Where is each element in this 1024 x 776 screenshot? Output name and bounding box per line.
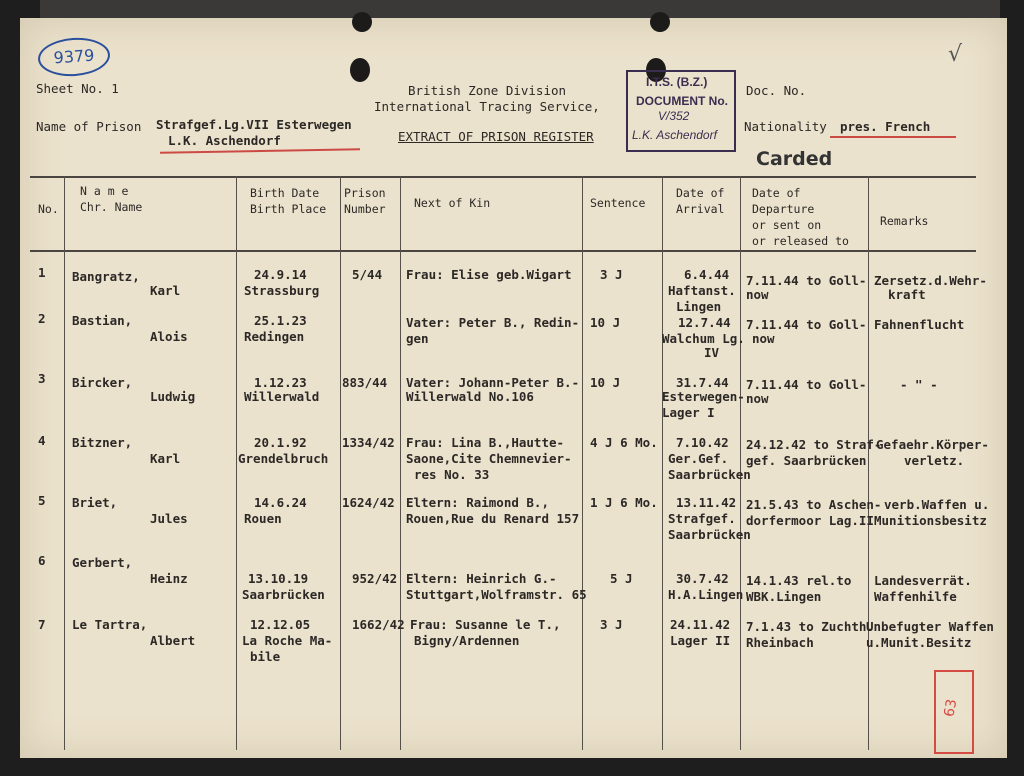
birth-date: 1.12.23 <box>254 375 307 390</box>
page-number: 63 <box>941 697 961 719</box>
departure: 24.12.42 to Straf- <box>746 437 882 452</box>
col-header-name: N a m e <box>80 184 129 198</box>
departure: 14.1.43 rel.to <box>746 573 852 588</box>
departure: 7.1.43 to Zuchth. <box>746 619 874 634</box>
birth-date: 24.9.14 <box>254 267 307 282</box>
departure: 7.11.44 to Goll- <box>746 377 867 392</box>
birth-date: 25.1.23 <box>254 313 307 328</box>
surname: Briet, <box>72 495 118 510</box>
col-header-date-of-dep: Date of <box>752 186 801 200</box>
next-of-kin: Frau: Lina B.,Hautte- <box>406 435 565 450</box>
arrival-place-2: Lager I <box>662 405 715 420</box>
arrival-date: 7.10.42 <box>676 435 729 450</box>
arrival-place: H.A.Lingen <box>668 587 744 602</box>
carded-stamp: Carded <box>756 148 833 170</box>
document-number-circled: 9379 <box>37 36 111 79</box>
doc-no-label: Doc. No. <box>746 83 807 98</box>
col-header-remarks: Remarks <box>880 214 929 228</box>
its-document-stamp <box>626 70 736 152</box>
punch-hole <box>350 58 370 82</box>
sentence: 4 J 6 Mo. <box>590 435 658 450</box>
next-of-kin: Frau: Elise geb.Wigart <box>406 267 572 282</box>
prison-number: 952/42 <box>352 571 398 586</box>
next-of-kin-2: Willerwald No.106 <box>406 389 534 404</box>
departure-2: now <box>746 287 769 302</box>
stamp-line-2: DOCUMENT No. <box>636 94 728 108</box>
stamp-line-1: I.T.S. (B.Z.) <box>646 75 708 89</box>
departure-2: WBK.Lingen <box>746 589 822 604</box>
page-number-stamp <box>934 670 974 754</box>
remarks-2: kraft <box>888 287 926 302</box>
sentence: 10 J <box>590 375 621 390</box>
remarks: Landesverrät. <box>874 573 972 588</box>
arrival-place-2: Lingen <box>676 299 722 314</box>
next-of-kin-2: Saone,Cite Chemnevier- <box>406 451 572 466</box>
next-of-kin-2: Stuttgart,Wolframstr. 65 <box>406 587 587 602</box>
sentence: 5 J <box>610 571 633 586</box>
arrival-date: 6.4.44 <box>684 267 730 282</box>
nationality-value: pres. French <box>840 119 931 134</box>
next-of-kin: Vater: Peter B., Redin- <box>406 315 580 330</box>
birth-place: La Roche Ma- <box>242 633 333 648</box>
arrival-place: Strafgef. <box>668 511 736 526</box>
arrival-place: Esterwegen- <box>662 389 745 404</box>
column-divider <box>340 176 341 750</box>
birth-place: Willerwald <box>244 389 320 404</box>
next-of-kin: Eltern: Heinrich G.- <box>406 571 557 586</box>
sentence: 3 J <box>600 617 623 632</box>
col-header-arrival: Arrival <box>676 202 725 216</box>
next-of-kin-2: Bigny/Ardennen <box>414 633 520 648</box>
prison-number: 883/44 <box>342 375 388 390</box>
birth-date: 13.10.19 <box>248 571 309 586</box>
table-top-rule <box>30 176 976 178</box>
departure-2: gef. Saarbrücken <box>746 453 867 468</box>
col-header-birth-place: Birth Place <box>250 202 327 216</box>
col-header-sentence: Sentence <box>590 196 646 210</box>
column-divider <box>740 176 741 750</box>
birth-place: Rouen <box>244 511 282 526</box>
departure-2: dorfermoor Lag.II <box>746 513 874 528</box>
first-name: Karl <box>150 451 181 466</box>
next-of-kin: Frau: Susanne le T., <box>410 617 561 632</box>
col-header-number: Number <box>344 202 386 216</box>
row-no: 6 <box>38 553 46 568</box>
prison-name-line2: L.K. Aschendorf <box>168 133 281 148</box>
column-divider <box>582 176 583 750</box>
prison-number: 5/44 <box>352 267 383 282</box>
arrival-place-2: Saarbrücken <box>668 467 751 482</box>
remarks: Fahnenflucht <box>874 317 965 332</box>
arrival-place: Walchum Lg. <box>662 331 745 346</box>
col-header-prison: Prison <box>344 186 386 200</box>
birth-place: Strassburg <box>244 283 320 298</box>
prison-label: Name of Prison <box>36 119 142 134</box>
arrival-place-2: IV <box>704 345 720 360</box>
col-header-next-of-kin: Next of Kin <box>414 196 491 210</box>
punch-hole <box>650 12 670 32</box>
next-of-kin: Vater: Johann-Peter B.- <box>406 375 580 390</box>
birth-place: Grendelbruch <box>238 451 329 466</box>
remarks-2: u.Munit.Besitz <box>866 635 972 650</box>
birth-place: Redingen <box>244 329 305 344</box>
birth-place-2: bile <box>250 649 281 664</box>
remarks-2: Waffenhilfe <box>874 589 957 604</box>
first-name: Karl <box>150 283 181 298</box>
column-divider <box>662 176 663 750</box>
first-name: Alois <box>150 329 188 344</box>
departure: 7.11.44 to Goll- <box>746 317 867 332</box>
arrival-date: 24.11.42 <box>670 617 731 632</box>
next-of-kin: Eltern: Raimond B., <box>406 495 549 510</box>
departure-2: now <box>752 331 775 346</box>
prison-number: 1334/42 <box>342 435 395 450</box>
col-header-chr-name: Chr. Name <box>80 200 143 214</box>
col-header-date-of: Date of <box>676 186 725 200</box>
sentence: 1 J 6 Mo. <box>590 495 658 510</box>
col-header-released-to: or released to <box>752 234 849 248</box>
sheet-number: Sheet No. 1 <box>36 81 119 96</box>
prison-number: 1624/42 <box>342 495 395 510</box>
column-divider <box>236 176 237 750</box>
col-header-no: No. <box>38 202 59 216</box>
stamp-line-4: L.K. Aschendorf <box>632 128 717 142</box>
arrival-date: 30.7.42 <box>676 571 729 586</box>
row-no: 4 <box>38 433 46 448</box>
departure-2: now <box>746 391 769 406</box>
departure: 21.5.43 to Aschen- <box>746 497 882 512</box>
arrival-place: Haftanst. <box>668 283 736 298</box>
arrival-place-2: Saarbrücken <box>668 527 751 542</box>
prison-name-line1: Strafgef.Lg.VII Esterwegen <box>156 117 352 132</box>
remarks-2: verletz. <box>904 453 965 468</box>
check-mark-icon: √ <box>948 42 963 67</box>
row-no: 2 <box>38 311 46 326</box>
birth-date: 14.6.24 <box>254 495 307 510</box>
org-line-2: International Tracing Service, <box>374 99 600 114</box>
surname: Bastian, <box>72 313 133 328</box>
remarks: Unbefugter Waffen <box>866 619 994 634</box>
arrival-place: Lager II <box>670 633 731 648</box>
first-name: Jules <box>150 511 188 526</box>
birth-place: Saarbrücken <box>242 587 325 602</box>
remarks: Gefaehr.Körper- <box>876 437 989 452</box>
prison-number: 1662/42 <box>352 617 405 632</box>
birth-date: 20.1.92 <box>254 435 307 450</box>
sentence: 10 J <box>590 315 621 330</box>
col-header-sent-on: or sent on <box>752 218 822 232</box>
row-no: 7 <box>38 617 46 632</box>
surname: Gerbert, <box>72 555 133 570</box>
sentence: 3 J <box>600 267 623 282</box>
extract-title: EXTRACT OF PRISON REGISTER <box>398 129 594 144</box>
surname: Bangratz, <box>72 269 140 284</box>
first-name: Albert <box>150 633 196 648</box>
table-header-rule <box>30 250 976 252</box>
row-no: 3 <box>38 371 46 386</box>
remarks: - " - <box>900 377 938 392</box>
departure-2: Rheinbach <box>746 635 814 650</box>
org-line-1: British Zone Division <box>408 83 567 98</box>
remarks: Zersetz.d.Wehr- <box>874 273 987 288</box>
column-divider <box>64 176 65 750</box>
first-name: Ludwig <box>150 389 196 404</box>
nationality-label: Nationality <box>744 119 827 134</box>
col-header-departure: Departure <box>752 202 815 216</box>
surname: Le Tartra, <box>72 617 148 632</box>
departure: 7.11.44 to Goll- <box>746 273 867 288</box>
remarks: verb.Waffen u. <box>884 497 990 512</box>
column-divider <box>400 176 401 750</box>
next-of-kin-3: res No. 33 <box>414 467 490 482</box>
row-no: 1 <box>38 265 46 280</box>
row-no: 5 <box>38 493 46 508</box>
first-name: Heinz <box>150 571 188 586</box>
remarks-2: Munitionsbesitz <box>874 513 987 528</box>
arrival-place: Ger.Gef. <box>668 451 729 466</box>
surname: Bitzner, <box>72 435 133 450</box>
punch-hole <box>352 12 372 32</box>
col-header-birth-date: Birth Date <box>250 186 320 200</box>
column-divider <box>868 176 869 750</box>
arrival-date: 13.11.42 <box>676 495 737 510</box>
arrival-date: 12.7.44 <box>678 315 731 330</box>
birth-date: 12.12.05 <box>250 617 311 632</box>
next-of-kin-2: Rouen,Rue du Renard 157 <box>406 511 580 526</box>
surname: Bircker, <box>72 375 133 390</box>
stamp-line-3: V/352 <box>658 109 690 123</box>
next-of-kin-2: gen <box>406 331 429 346</box>
red-underline <box>830 136 956 138</box>
arrival-date: 31.7.44 <box>676 375 729 390</box>
